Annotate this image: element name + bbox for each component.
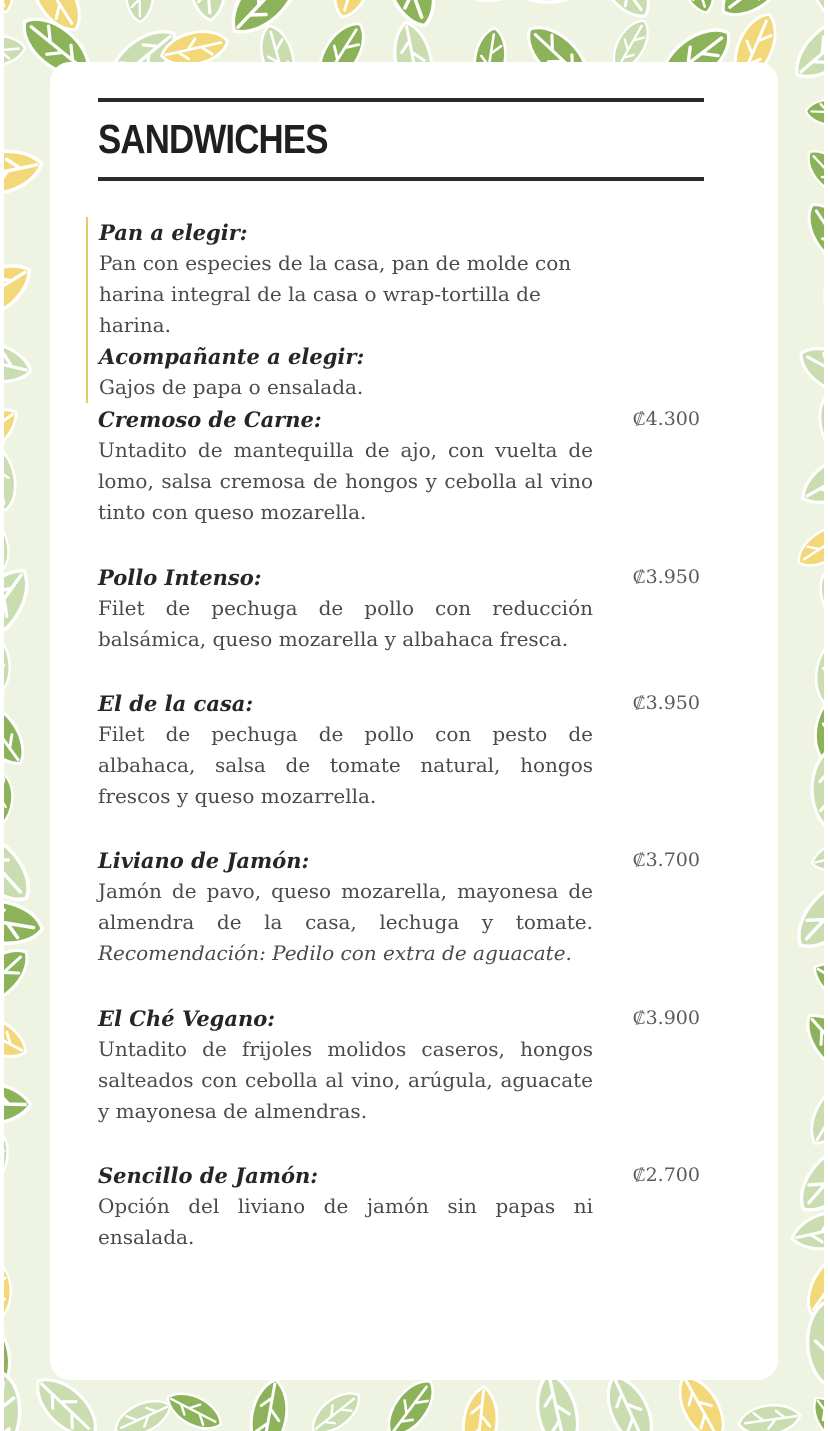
item-description: Filet de pechuga de pollo con reducción balsámica, queso mozarella y albahaca fresca. [98,596,593,651]
item-description [98,876,593,969]
side-text: Gajos de papa o ensalada. [99,375,364,399]
leaf-icon [810,749,824,831]
item-description: Opción del liviano de jamón sin papas ni ensalada. [98,1194,593,1249]
menu-item [98,845,700,969]
title-rule-bottom [98,177,704,181]
leaf-icon [805,1390,824,1431]
menu-item [98,1003,700,1127]
item-name: Sencillo de Jamón: [98,1163,318,1188]
leaf-icon [4,773,18,833]
title-rule-top [98,98,704,102]
leaf-icon [810,567,824,641]
bread-label: Pan a elegir: [99,220,248,245]
leaf-icon [811,390,824,470]
menu-item [98,688,700,812]
leaf-icon [811,637,824,708]
leaf-icon [792,338,824,407]
leaf-icon [4,894,46,949]
leaf-icon [187,0,228,22]
leaf-icon [246,1377,293,1431]
item-price: ₡2.700 [632,1164,700,1186]
item-description-text: Jamón de pavo, queso mozarella, mayonesa de almendra de la casa, lechuga y tomate. [98,879,593,934]
leaf-icon [4,819,41,912]
leaf-icon [460,1385,500,1431]
leaf-icon [4,441,21,514]
leaf-icon [587,0,660,26]
side-label: Acompañante a elegir: [99,344,365,369]
menu-item [98,404,700,528]
leaf-icon [4,0,20,17]
leaf-icon [785,6,824,89]
leaf-icon [4,1263,11,1321]
item-price: ₡3.950 [632,566,700,588]
leaf-icon [4,1372,24,1431]
leaf-icon [110,1393,176,1431]
leaf-icon [4,197,6,267]
item-name: El de la casa: [98,691,254,716]
leaf-icon [798,195,824,276]
leaf-icon [4,1128,15,1198]
leaf-icon [794,444,824,514]
leaf-icon [506,0,596,5]
leaf-icon [737,1401,802,1431]
leaf-icon [819,265,824,341]
menu-item [98,562,700,655]
item-price: ₡3.900 [632,1007,700,1029]
leaf-icon [4,253,40,333]
leaf-icon [327,0,379,22]
item-description: Untadito de frijoles molidos caseros, hongos salteados con cebolla al vino, arúgula, aguacate y mayonesa de almendras. [98,1037,593,1123]
item-description: Untadito de mantequilla de ajo, con vuelta de lomo, salsa cremosa de hongos y cebolla al vino tinto con queso mozarella. [98,438,593,524]
item-name: El Ché Vegano: [98,1006,275,1031]
leaf-icon [453,0,517,5]
leaf-icon [4,144,46,202]
leaf-icon [126,0,153,22]
page-title: SANDWICHES [98,116,328,162]
leaf-icon [786,867,824,958]
leaf-icon [796,1004,824,1085]
item-price: ₡3.950 [632,692,700,714]
leaf-icon [378,1372,443,1431]
leaf-icon [807,954,824,1015]
intro-block [86,217,619,403]
leaf-icon [4,335,35,389]
leaf-icon [809,836,824,876]
leaf-icon [4,1082,31,1125]
item-name: Pollo Intenso: [98,565,262,590]
leaf-icon [305,1385,367,1431]
item-description: Filet de pechuga de pollo con pesto de albahaca, salsa de tomate natural, hongos frescos y queso mozarrella. [98,722,593,808]
leaf-icon [806,1301,824,1387]
leaf-icon [4,85,12,148]
bread-text: Pan con especies de la casa, pan de molde con harina integral de la casa o wrap-tortilla de harina. [99,251,572,337]
leaf-icon [4,33,26,68]
leaf-icon [162,1385,227,1431]
item-price: ₡4.300 [632,408,700,430]
leaf-icon [810,692,824,766]
leaf-icon [4,559,41,653]
leaf-icon [801,0,824,29]
item-price: ₡3.700 [632,849,700,871]
leaf-icon [791,517,824,575]
leaf-icon [674,0,721,17]
leaf-icon [801,1075,824,1152]
leaf-icon [789,1133,824,1221]
item-recommendation: Recomendación: Pedilo con extra de aguacate. [98,941,572,965]
menu-item [98,1160,700,1253]
leaf-icon [4,1007,33,1067]
leaf-icon [4,514,14,574]
item-name: Cremoso de Carne: [98,407,322,432]
leaf-icon [800,143,824,204]
leaf-icon [789,1205,824,1255]
leaf-icon [805,98,824,126]
leaf-icon [4,939,38,1016]
item-name: Liviano de Jamón: [98,848,310,873]
leaf-icon [4,632,12,695]
leaf-icon [4,693,35,774]
